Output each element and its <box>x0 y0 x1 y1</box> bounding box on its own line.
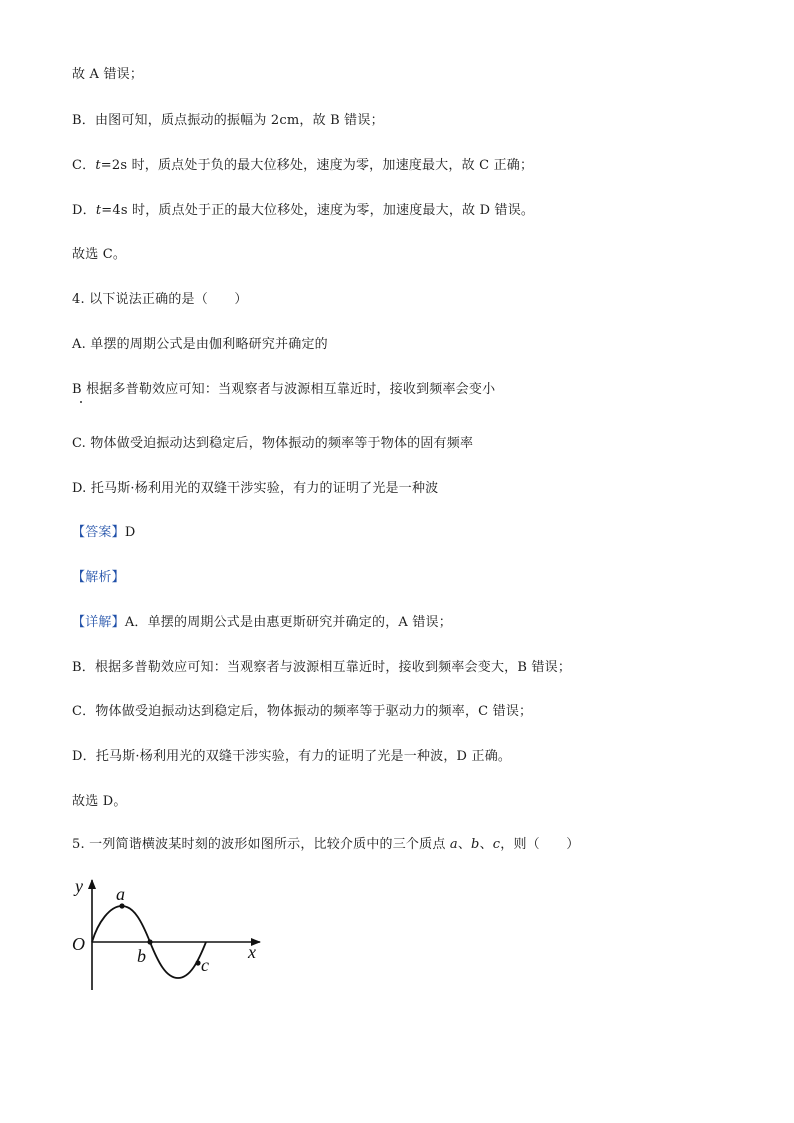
answer-value: D <box>124 525 136 540</box>
question-4: 4. 以下说法正确的是（ ） <box>72 292 248 307</box>
point-b-label: b <box>137 946 146 966</box>
text-line <box>72 202 534 220</box>
answer-label: 【答案】 <box>72 525 125 540</box>
text-line: 故选 C。 <box>72 247 127 262</box>
option-letter: D． <box>72 203 96 218</box>
text-line: D．托马斯·杨利用光的双缝干涉实验，有力的证明了光是一种波，D 正确。 <box>72 749 512 764</box>
text-line <box>72 157 533 175</box>
detail-line <box>72 614 452 632</box>
text-line: B．根据多普勒效应可知：当观察者与波源相互靠近时，接收到频率会变大，B 错误； <box>72 660 572 675</box>
point-c-label: c <box>201 955 209 975</box>
text-line: 故选 D。 <box>72 794 127 809</box>
option-letter: C． <box>72 158 96 173</box>
separator: 、 <box>457 837 472 852</box>
stray-dot <box>80 401 82 403</box>
line-text: =2s 时，质点处于负的最大位移处，速度为零，加速度最大，故 C 正确； <box>100 158 534 173</box>
q5-text: 5. 一列简谐横波某时刻的波形如图所示，比较介质中的三个质点 <box>72 837 450 852</box>
detail-text: A．单摆的周期公式是由惠更斯研究并确定的，A 错误； <box>124 615 452 630</box>
x-axis-label: x <box>248 942 256 962</box>
text-line: B．由图可知，质点振动的振幅为 2cm，故 B 错误； <box>72 113 384 128</box>
detail-label: 【详解】 <box>72 615 125 630</box>
point-a <box>119 903 124 908</box>
q5-text-end: ，则（ ） <box>500 837 580 852</box>
text-line: C．物体做受迫振动达到稳定后，物体振动的频率等于驱动力的频率，C 错误； <box>72 704 533 719</box>
point-c-ref: c <box>492 837 501 852</box>
point-a-ref: a <box>449 837 458 852</box>
answer-line <box>72 524 135 542</box>
point-b <box>147 939 152 944</box>
y-axis-label: y <box>75 876 83 896</box>
option-c: C. 物体做受迫振动达到稳定后，物体振动的频率等于物体的固有频率 <box>72 436 474 451</box>
option-b: B 根据多普勒效应可知：当观察者与波源相互靠近时，接收到频率会变小 <box>72 382 496 397</box>
question-5 <box>72 836 579 854</box>
option-a: A. 单摆的周期公式是由伽利略研究并确定的 <box>72 337 328 352</box>
point-b-ref: b <box>471 837 480 852</box>
line-text: =4s 时，质点处于正的最大位移处，速度为零，加速度最大，故 D 错误。 <box>101 203 535 218</box>
origin-label: O <box>72 934 85 954</box>
analysis-label: 【解析】 <box>72 570 125 585</box>
analysis-line <box>72 569 125 587</box>
separator: 、 <box>479 837 493 852</box>
option-d: D. 托马斯·杨利用光的双缝干涉实验，有力的证明了光是一种波 <box>72 481 439 496</box>
variable-t: t <box>95 158 101 173</box>
wave-figure <box>62 870 272 1000</box>
point-c <box>195 960 200 965</box>
text-line: 故 A 错误； <box>72 67 144 82</box>
variable-t: t <box>95 203 102 218</box>
point-a-label: a <box>116 884 125 904</box>
